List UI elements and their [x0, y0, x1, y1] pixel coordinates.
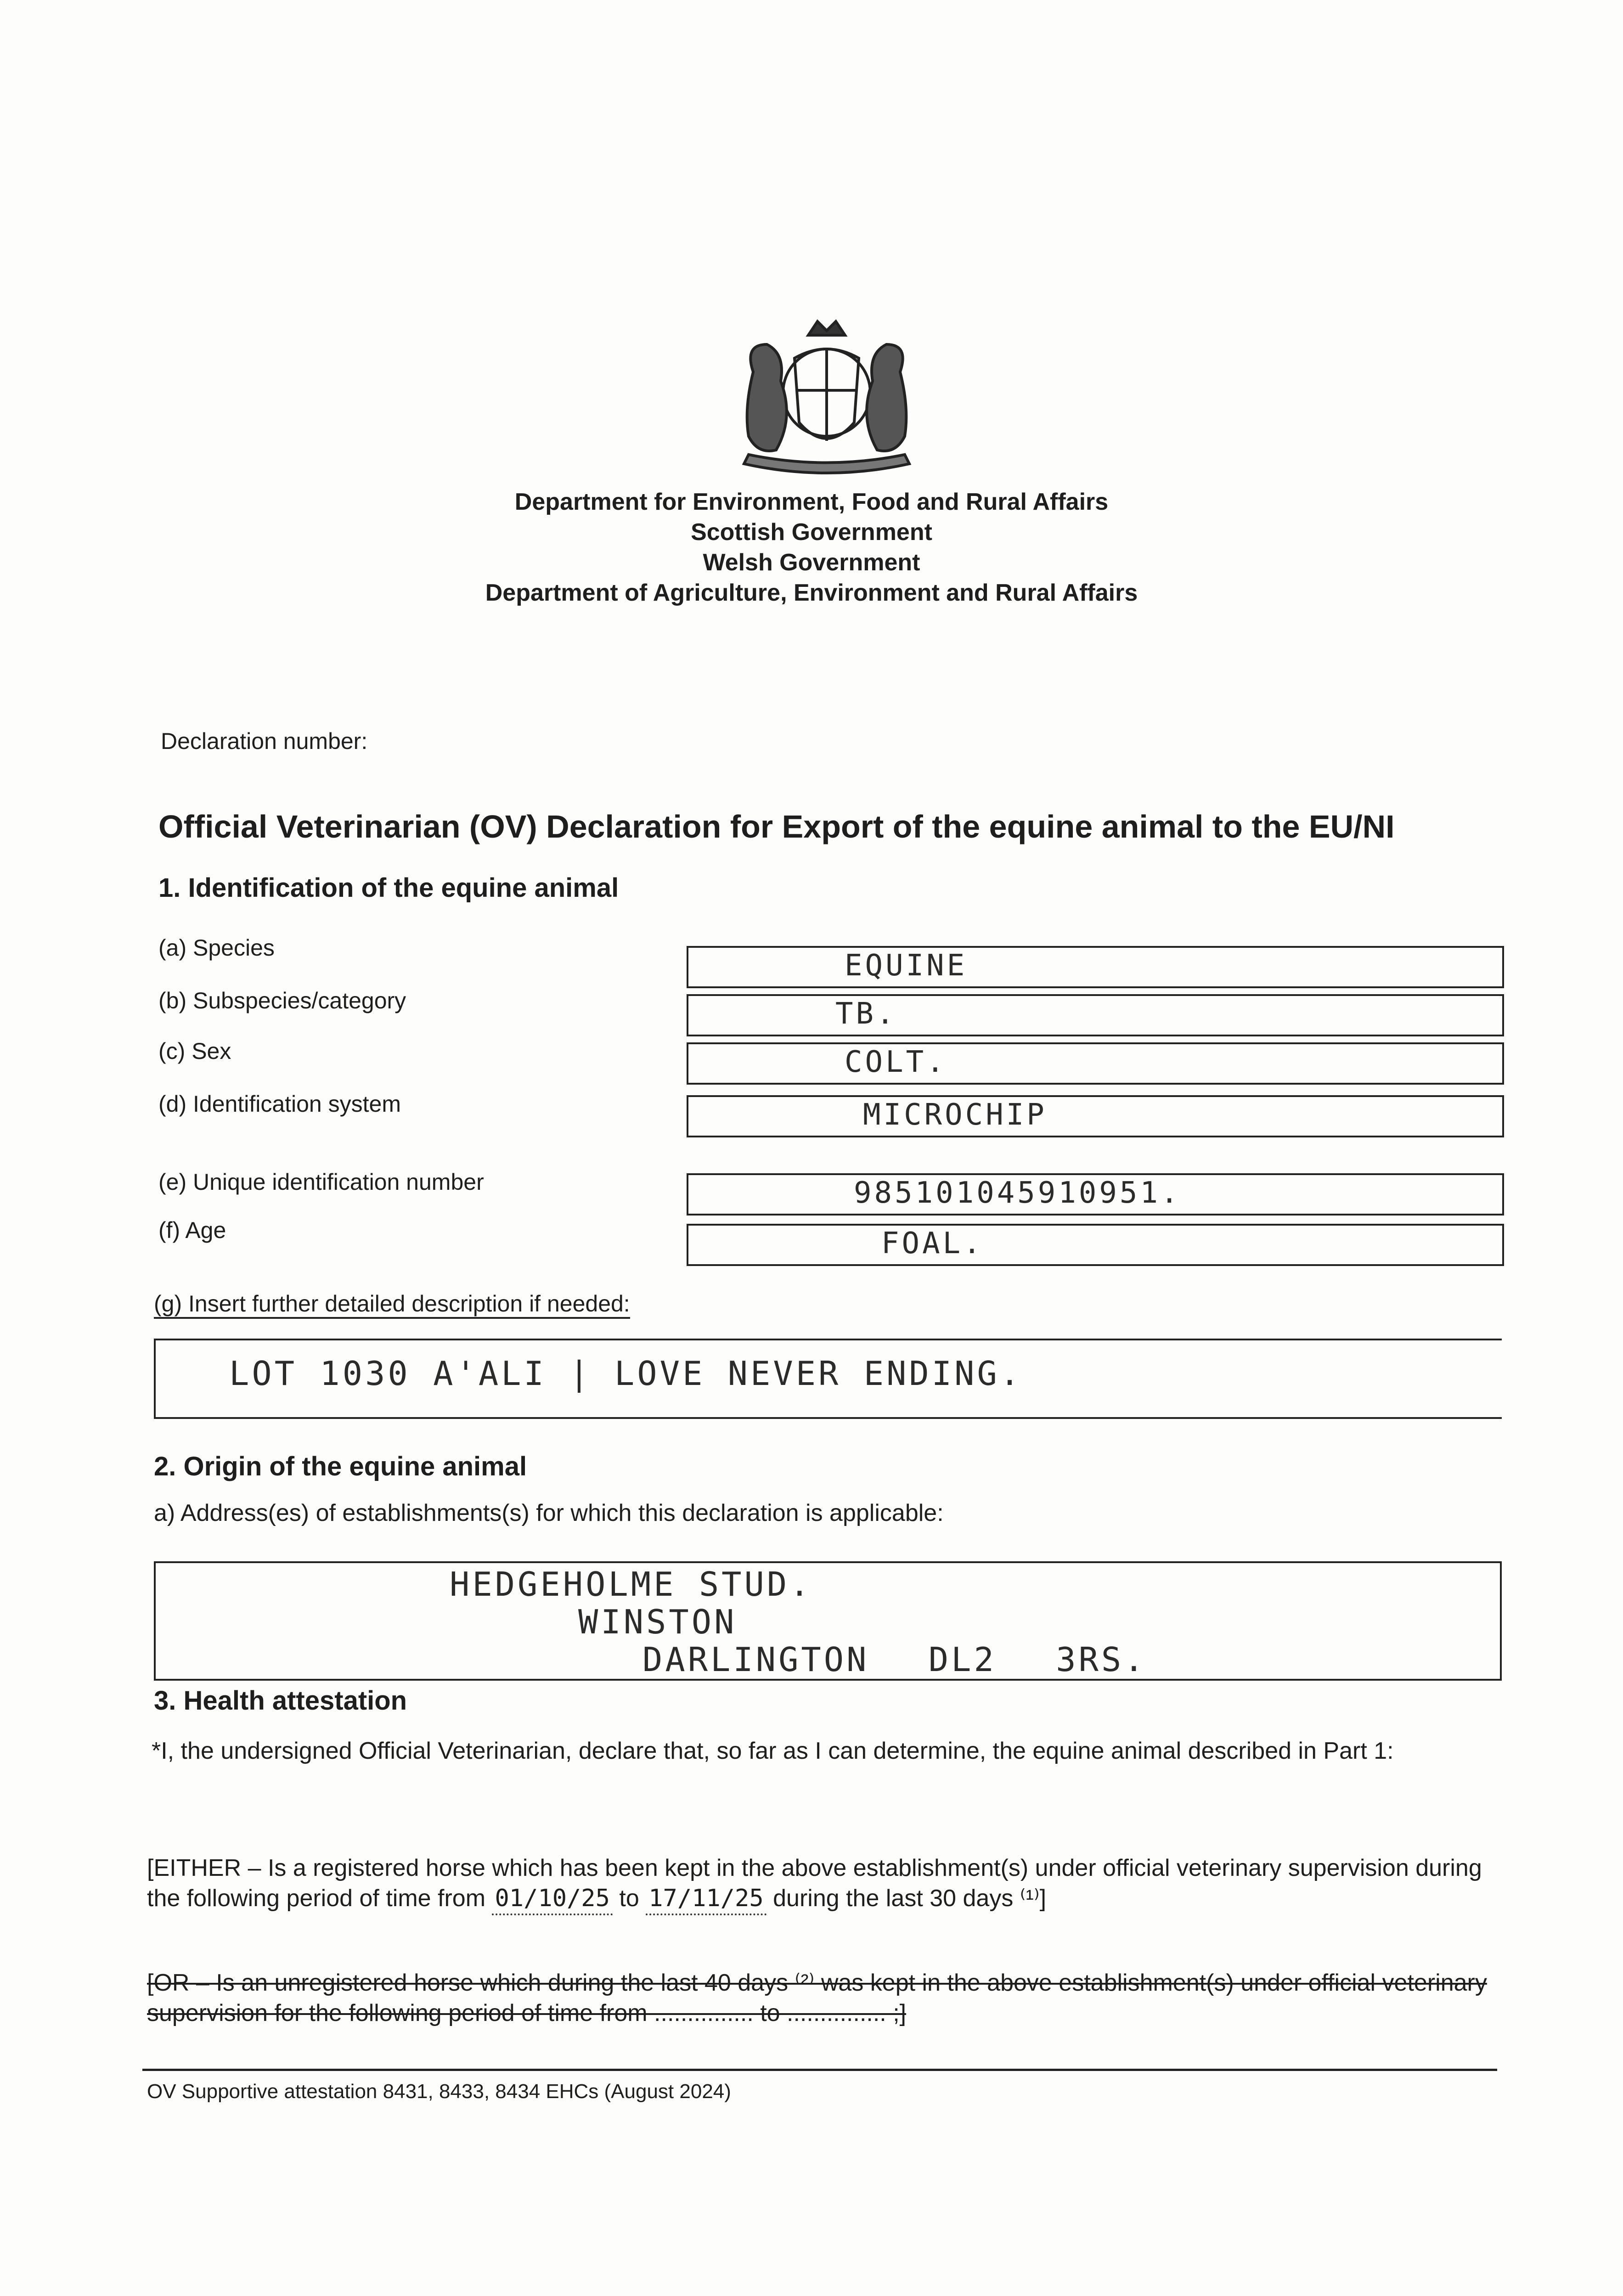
either-from-date[interactable]: 01/10/25 — [492, 1883, 612, 1915]
field-label-subspecies: (b) Subspecies/category — [158, 988, 406, 1013]
address-line: DARLINGTON DL2 3RS. — [642, 1640, 1147, 1679]
identification-system-field[interactable] — [687, 1095, 1504, 1137]
description-field[interactable] — [154, 1339, 1502, 1419]
field-label-identification-system: (d) Identification system — [158, 1091, 401, 1117]
department-name: Department for Environment, Food and Rural Affairs — [514, 489, 1109, 515]
subspecies-field[interactable] — [687, 994, 1504, 1036]
department-name: Department of Agriculture, Environment and Rural Affairs — [485, 580, 1138, 606]
address-label: a) Address(es) of establishments(s) for which this declaration is applicable: — [154, 1500, 944, 1526]
species-value: EQUINE — [845, 949, 968, 983]
age-value: FOAL. — [881, 1227, 984, 1261]
either-statement — [147, 1853, 1497, 1915]
health-attestation-intro: *I, the undersigned Official Veterinarian, declare that, so far as I can determine, the equine animal described in Part 1: — [152, 1738, 1394, 1764]
declaration-number-label: Declaration number: — [161, 728, 368, 754]
document-title: Official Veterinarian (OV) Declaration for Export of the equine animal to the EU/NI — [158, 809, 1395, 844]
either-suffix: during the last 30 days ⁽¹⁾] — [773, 1885, 1047, 1912]
royal-coat-of-arms-icon — [716, 317, 937, 482]
sex-value: COLT. — [845, 1045, 947, 1079]
description-value: LOT 1030 A'ALI | LOVE NEVER ENDING. — [229, 1354, 1023, 1393]
address-field[interactable] — [154, 1561, 1502, 1681]
unique-id-field[interactable] — [687, 1173, 1504, 1216]
description-label: (g) Insert further detailed description if needed: — [154, 1290, 630, 1319]
species-field[interactable] — [687, 946, 1504, 988]
either-prefix: [EITHER – Is a registered horse which has been kept in the above establishment(s) under official veterinary supervision during the following period of time from — [147, 1855, 1482, 1912]
subspecies-value: TB. — [835, 997, 897, 1031]
age-field[interactable] — [687, 1224, 1504, 1266]
either-to-date[interactable]: 17/11/25 — [646, 1883, 766, 1915]
or-statement-struck: [OR – Is an unregistered horse which during the last 40 days ⁽²⁾ was kept in the above establishment(s) under official veterinary supervision for the following period of time from ............... to ............... ;] — [147, 1970, 1487, 2026]
department-name: Welsh Government — [703, 549, 920, 576]
field-label-unique-id: (e) Unique identification number — [158, 1169, 484, 1195]
unique-id-value: 985101045910951. — [854, 1176, 1181, 1210]
section2-heading: 2. Origin of the equine animal — [154, 1452, 527, 1481]
identification-system-value: MICROCHIP — [863, 1098, 1047, 1132]
address-line: HEDGEHOLME STUD. — [450, 1565, 812, 1604]
field-label-age: (f) Age — [158, 1217, 226, 1243]
address-line: WINSTON — [578, 1603, 737, 1641]
field-label-species: (a) Species — [158, 935, 275, 961]
sex-field[interactable] — [687, 1042, 1504, 1085]
either-to-word: to — [619, 1885, 639, 1912]
field-label-sex: (c) Sex — [158, 1038, 231, 1064]
footer-text: OV Supportive attestation 8431, 8433, 8434 EHCs (August 2024) — [147, 2080, 731, 2103]
footer-divider — [142, 2069, 1497, 2071]
section3-heading: 3. Health attestation — [154, 1686, 407, 1716]
section1-heading: 1. Identification of the equine animal — [158, 873, 619, 903]
department-name: Scottish Government — [691, 519, 932, 546]
